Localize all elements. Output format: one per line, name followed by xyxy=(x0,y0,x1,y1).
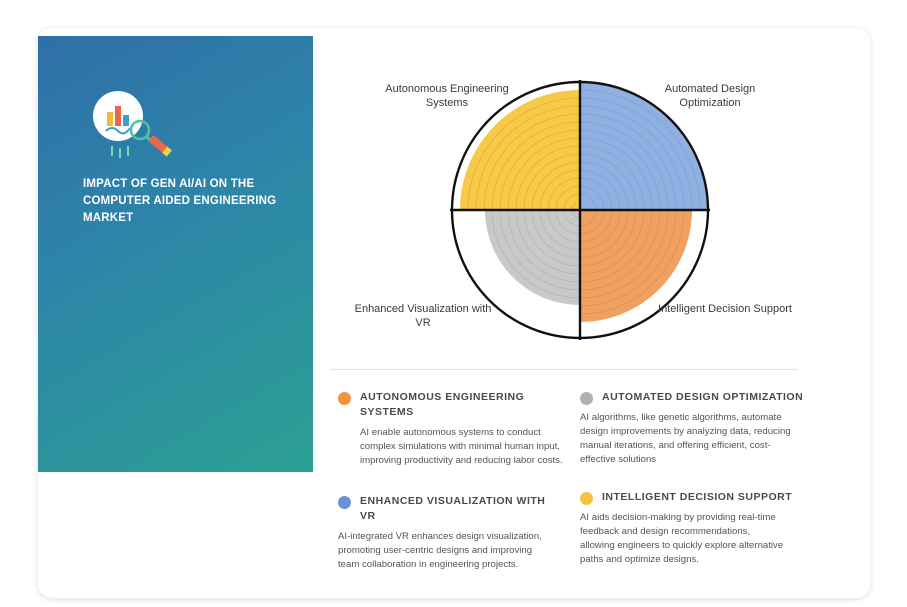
chart-label-autonomous: Autonomous Engineering Systems xyxy=(385,83,509,109)
chart-label-automated: Automated Design Optimization xyxy=(664,83,756,109)
legend-body-automated: AI algorithms, like genetic algorithms, automate design improvements by analyzing data, reducing manual iterations, and offering efficient, cost-effective solutions xyxy=(580,412,791,465)
legend-item-intelligent xyxy=(580,490,795,567)
section-divider xyxy=(330,369,798,370)
legend-dot-autonomous xyxy=(338,392,351,405)
legend-title-automated: AUTOMATED DESIGN OPTIMIZATION xyxy=(602,391,804,403)
chart-label-intelligent: Intelligent Decision Support xyxy=(658,303,792,315)
legend-item-enhanced xyxy=(338,494,553,572)
title-panel xyxy=(38,36,313,472)
legend-title-autonomous: AUTONOMOUS ENGINEERING SYSTEMS xyxy=(360,391,525,418)
legend-dot-automated xyxy=(580,392,593,405)
analytics-chart-icon xyxy=(80,86,175,171)
legend-item-automated xyxy=(580,390,805,467)
legend-dot-intelligent xyxy=(580,492,593,505)
quadrant-chart xyxy=(330,40,830,365)
legend-title-enhanced: ENHANCED VISUALIZATION WITH VR xyxy=(360,495,546,522)
chart-label-enhanced: Enhanced Visualization with VR xyxy=(354,303,492,329)
legend-title-intelligent: INTELLIGENT DECISION SUPPORT xyxy=(602,491,793,503)
legend-body-autonomous: AI enable autonomous systems to conduct complex simulations with minimal human input, improving productivity and reducing labor costs. xyxy=(360,427,563,466)
legend-body-enhanced: AI-integrated VR enhances design visualization, promoting user-centric designs and improving team collaboration in engineering projects. xyxy=(338,531,542,570)
legend-item-autonomous xyxy=(338,390,563,468)
legend-body-intelligent: AI aids decision-making by providing real-time feedback and design recommendations, allowing engineers to quickly explore alternative paths and optimize designs. xyxy=(580,512,784,565)
legend-dot-enhanced xyxy=(338,496,351,509)
panel-title: IMPACT OF GEN AI/AI ON THE COMPUTER AIDED ENGINEERING MARKET xyxy=(83,178,277,224)
